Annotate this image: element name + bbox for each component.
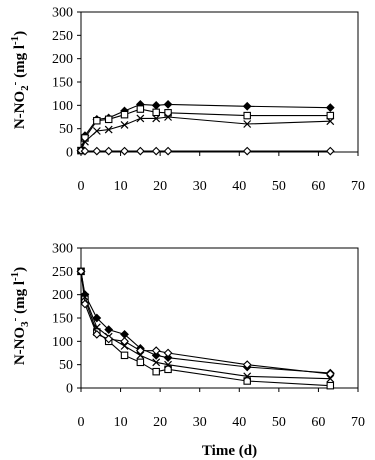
y-tick-label: 250	[52, 28, 73, 44]
data-point-open-diamond	[153, 347, 160, 354]
data-point-open-square	[327, 112, 333, 118]
chart-panel-2	[9, 242, 365, 460]
series-line	[81, 271, 330, 373]
series-open-square	[78, 106, 334, 154]
y-tick-label: 0	[66, 145, 73, 161]
data-point-open-square	[94, 118, 100, 124]
data-point-open-diamond	[105, 147, 112, 154]
data-point-filled-diamond	[153, 102, 160, 109]
data-point-open-diamond	[93, 147, 100, 154]
data-point-cross	[121, 121, 128, 128]
data-point-open-square	[137, 359, 143, 365]
series-line	[81, 117, 330, 151]
x-tick-label: 50	[271, 179, 286, 194]
x-tick-label: 40	[232, 179, 247, 194]
series-open-diamond	[77, 147, 334, 155]
data-point-open-diamond	[244, 147, 251, 154]
x-tick-label: 10	[113, 415, 128, 430]
x-tick-label: 0	[77, 415, 85, 430]
y-tick-label: 200	[52, 52, 73, 68]
data-point-filled-diamond	[244, 103, 251, 110]
series-open-diamond	[77, 268, 334, 378]
y-tick-label: 0	[66, 381, 73, 397]
x-tick-label: 30	[192, 415, 207, 430]
data-point-open-diamond	[121, 147, 128, 154]
data-point-open-diamond	[153, 147, 160, 154]
x-tick-label: 30	[192, 179, 207, 194]
y-tick-label: 100	[52, 98, 73, 114]
x-tick-label: 70	[351, 415, 365, 430]
data-point-open-square	[121, 111, 127, 117]
series-filled-diamond	[77, 268, 334, 377]
x-tick-label: 10	[113, 179, 128, 194]
data-point-open-diamond	[327, 147, 334, 154]
x-tick-label: 0	[77, 179, 85, 194]
series-line	[81, 104, 330, 150]
data-point-filled-diamond	[164, 101, 171, 108]
plot-frame	[81, 12, 358, 152]
y-axis-label: $N-NO_3^-$ (mg $l^{-1}$)	[9, 266, 31, 366]
x-tick-label: 60	[311, 415, 326, 430]
chart-panel-1	[9, 6, 365, 195]
data-point-open-square	[153, 368, 159, 374]
data-point-open-square	[244, 112, 250, 118]
series-line	[81, 271, 330, 385]
y-axis-label: $N-NO_2^-$ (mg $l^{-1}$)	[9, 30, 31, 130]
series-line	[81, 109, 330, 151]
data-point-filled-diamond	[327, 104, 334, 111]
y-tick-label: 50	[59, 358, 73, 374]
y-tick-label: 50	[59, 122, 73, 138]
data-point-open-square	[106, 116, 112, 122]
data-point-open-square	[327, 382, 333, 388]
x-tick-label: 40	[232, 415, 247, 430]
x-tick-label: 70	[351, 179, 365, 194]
series-cross	[78, 268, 334, 382]
series-cross	[78, 114, 334, 155]
x-tick-label: 20	[153, 415, 168, 430]
y-tick-label: 150	[52, 75, 73, 91]
x-axis-label: Time (d)	[201, 443, 258, 459]
data-point-open-square	[153, 109, 159, 115]
data-point-open-diamond	[164, 349, 171, 356]
y-tick-label: 300	[52, 5, 73, 21]
y-tick-label: 200	[52, 288, 73, 304]
y-tick-label: 150	[52, 311, 73, 327]
data-point-open-diamond	[137, 147, 144, 154]
x-tick-label: 20	[153, 179, 168, 194]
plot-frame	[81, 248, 358, 388]
y-tick-label: 100	[52, 334, 73, 350]
data-point-open-square	[121, 352, 127, 358]
series-line	[81, 271, 330, 374]
y-tick-label: 250	[52, 264, 73, 280]
data-point-open-square	[137, 106, 143, 112]
y-tick-label: 300	[52, 241, 73, 257]
x-tick-label: 60	[311, 179, 326, 194]
data-point-open-diamond	[164, 147, 171, 154]
x-tick-label: 50	[271, 415, 286, 430]
